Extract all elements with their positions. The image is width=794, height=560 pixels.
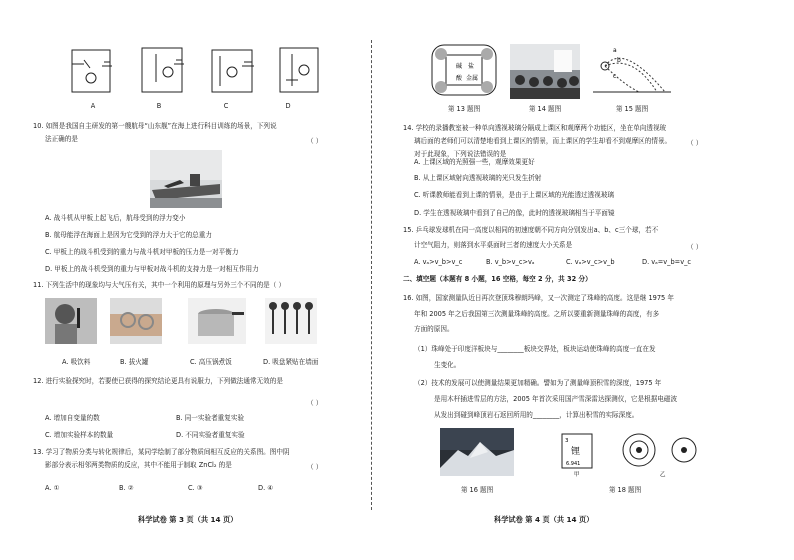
q10-option-d: D. 甲板上的战斗机受到的重力与甲板对战斗机的支持力是一对相互作用力 xyxy=(45,265,259,273)
q15-option-d: D. vₐ=v_b=v_c xyxy=(642,258,692,266)
page-divider xyxy=(371,40,372,510)
circuit-label-a: A xyxy=(90,102,96,110)
q14-option-a: A. 上课区域的光照强一些，观摩效果更好 xyxy=(414,158,535,166)
fig14-caption: 第 14 题图 xyxy=(528,105,562,113)
q14-stem-line2: 璃后面的老师们可以清楚地看到上课区的情景，而上课区的学生却看不到观摩区的情景。 xyxy=(414,137,672,145)
fig13-caption: 第 13 题图 xyxy=(447,105,481,113)
fig14-classroom-photo xyxy=(510,44,580,99)
fig18-lithium-diagram xyxy=(554,428,714,478)
q10-option-c: C. 甲板上的战斗机受到的重力与战斗机对甲板的压力是一对平衡力 xyxy=(45,248,239,256)
q12-option-c: C. 增加实验样本的数量 xyxy=(45,431,114,439)
q11-option-c: C. 高压锅煮饭 xyxy=(190,358,232,366)
fig18-label-b: 乙 xyxy=(660,472,666,478)
fig15-caption: 第 15 题图 xyxy=(615,105,649,113)
fig15-label-a: a xyxy=(613,47,617,54)
q15-option-b: B. v_b>v_c>vₐ xyxy=(486,258,535,266)
q14-option-d: D. 学生在透视玻璃中看到了自己的像，此时的透视玻璃相当于平面镜 xyxy=(414,209,615,217)
fig13-label-metal: 金属 xyxy=(466,75,479,82)
q16-sub2-line1: （2）技术的发展可以使测量结果更加精确。譬如为了测量峰顶积雪的深度，1975 年 xyxy=(414,379,662,387)
q12-stem: 12. 进行实验探究时，若要使已获得的探究结论更具有说服力，下列做法通常无效的是 xyxy=(33,377,283,385)
fig16-caption: 第 16 题图 xyxy=(460,486,494,494)
left-page-footer: 科学试卷 第 3 页（共 14 页） xyxy=(138,515,238,524)
q15-stem-line2: 计空气阻力，则落到水平桌面时三者的速度大小关系是 xyxy=(414,241,573,249)
fig18-mass: 6.941 xyxy=(566,461,581,467)
q16-sub1-line1: （1）珠峰处于印度洋板块与________板块交界处，板块运动使珠峰的高度一直在发 xyxy=(414,345,656,353)
q13-stem-line1: 13. 学习了物质分类与转化规律后，某同学绘制了部分物质间相互反应的关系图。图中阴 xyxy=(33,448,290,456)
q16-line1: 16. 如图，国家测量队近日再次登顶珠穆朗玛峰，又一次测定了珠峰的高度。这是继 1975 年 xyxy=(403,294,674,302)
q13-stem-line2: 影部分表示相邻两类物质的反应，其中不能用于制取 ZnCl₂ 的是 xyxy=(45,461,232,469)
q11-option-a: A. 吸饮料 xyxy=(62,358,91,366)
q16-sub2-line2: 是用木杆插进雪层的方法，2005 年首次采用国产雪深雷达探测仪，它是根据电磁波 xyxy=(434,395,678,403)
circuit-c xyxy=(212,50,254,92)
aircraft-carrier-photo xyxy=(150,150,222,208)
drinking-photo xyxy=(45,298,97,344)
q16-sub1-line2: 生变化。 xyxy=(434,361,461,369)
circuit-b xyxy=(142,48,184,92)
q14-option-c: C. 听课教师能看到上课的情景，是由于上课区域的光能透过透视玻璃 xyxy=(414,191,615,199)
q11-stem: 11. 下列生活中的现象均与大气压有关，其中一个利用的原理与另外三个不同的是（ ） xyxy=(33,281,286,289)
cupping-photo xyxy=(110,298,162,344)
circuit-a xyxy=(72,50,112,92)
q11-option-d: D. 吸盘紧贴在墙面 xyxy=(263,358,319,366)
suction-hooks-photo xyxy=(265,298,317,344)
q15-stem-line1: 15. 乒乓球发球机在同一高度以相同的初速度朝不同方向分别发出a、b、c三个球，若不 xyxy=(403,226,659,234)
q10-option-a: A. 战斗机从甲板上起飞后，航母受到的浮力变小 xyxy=(45,214,186,222)
fig15-trajectory-diagram xyxy=(593,44,671,98)
q15-answer-paren: （ ） xyxy=(687,243,703,251)
q10-option-b: B. 航母能浮在海面上是因为它受到的浮力大于它的总重力 xyxy=(45,231,212,239)
q10-stem-line1: 10. 如图是我国自主研发的第一艘航母“山东舰”在海上进行科目训练的场景，下列说 xyxy=(33,122,277,130)
circuit-d xyxy=(280,48,318,92)
q12-option-d: D. 不同实验者重复实验 xyxy=(176,431,245,439)
q14-option-b: B. 从上课区域射向透视玻璃的光只发生折射 xyxy=(414,174,542,182)
fig15-label-c: c xyxy=(613,73,617,80)
circuit-diagrams xyxy=(60,42,320,100)
q11-option-b: B. 拔火罐 xyxy=(120,358,149,366)
right-page-footer: 科学试卷 第 4 页（共 14 页） xyxy=(494,515,594,524)
q15-option-c: C. vₐ>v_c>v_b xyxy=(566,258,615,266)
fig13-label-salt: 盐 xyxy=(468,63,475,70)
q12-answer-paren: （ ） xyxy=(307,399,323,407)
fig18-label-a: 甲 xyxy=(574,472,580,478)
fig13-relation-diagram xyxy=(428,42,500,98)
fig16-mountain-photo xyxy=(440,428,514,476)
circuit-label-c: C xyxy=(223,102,229,110)
q13-option-b: B. ② xyxy=(119,484,134,492)
q16-sub2-line3: 从发出到碰到峰顶岩石返回所用的________，计算出积雪的实际深度。 xyxy=(434,411,639,419)
q12-option-b: B. 同一实验者重复实验 xyxy=(176,414,245,422)
fig18-caption: 第 18 题图 xyxy=(608,486,642,494)
q13-option-c: C. ③ xyxy=(188,484,203,492)
q14-stem-line1: 14. 学校的录播教室被一种单向透视玻璃分隔成上课区和观摩两个功能区，坐在单向透视玻 xyxy=(403,124,667,132)
q14-answer-paren: （ ） xyxy=(687,139,703,147)
q16-line3: 方面的原因。 xyxy=(414,325,454,333)
q16-line2: 年和 2005 年之后我国第三次测量珠峰的高度。之所以要重新测量珠峰的高度，有多 xyxy=(414,310,660,318)
fig15-label-b: b xyxy=(617,57,621,64)
circuit-label-d: D xyxy=(285,102,291,110)
q14-stem-line3: 对于此现象，下列说法错误的是 xyxy=(414,150,507,158)
q10-answer-paren: （ ） xyxy=(307,137,323,145)
section2-heading: 二、填空题（本题有 8 小题，16 空格，每空 2 分，共 32 分） xyxy=(403,275,592,283)
q10-stem-line2: 法正确的是 xyxy=(45,135,78,143)
circuit-label-b: B xyxy=(156,102,162,110)
fig18-atomic-number: 3 xyxy=(565,438,569,444)
q13-option-d: D. ④ xyxy=(258,484,274,492)
q12-option-a: A. 增加自变量的数 xyxy=(45,414,100,422)
fig13-label-acid: 酸 xyxy=(456,75,463,82)
q13-answer-paren: （ ） xyxy=(307,463,323,471)
pressure-cooker-photo xyxy=(188,298,246,344)
q13-option-a: A. ① xyxy=(45,484,60,492)
fig18-symbol: 锂 xyxy=(571,447,581,457)
fig13-label-base: 碱 xyxy=(456,63,463,70)
q15-option-a: A. vₐ>v_b>v_c xyxy=(414,258,463,266)
